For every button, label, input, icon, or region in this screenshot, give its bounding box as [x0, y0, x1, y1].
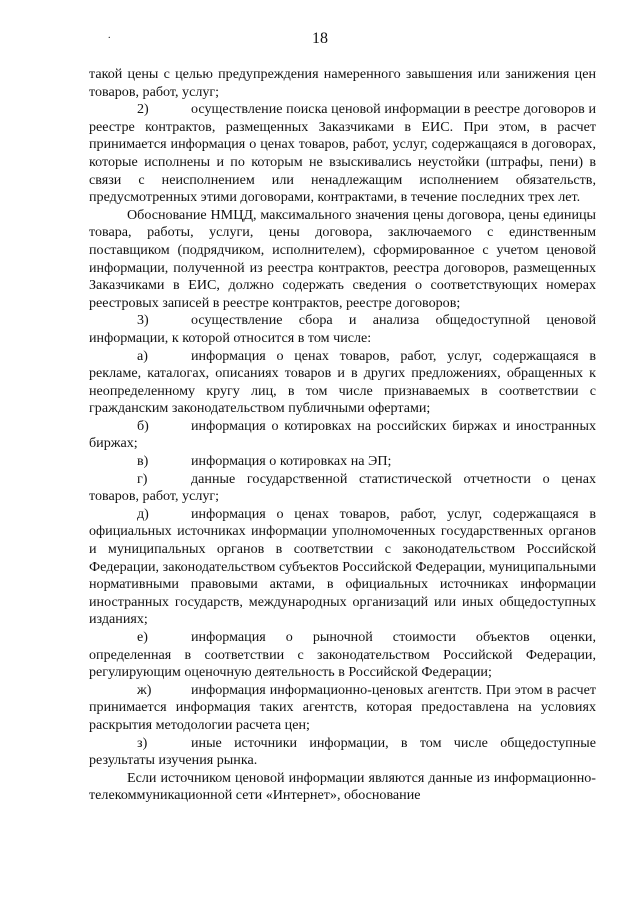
- list-item-text: информация о рыночной стоимости объектов оценки, определенная в соответствии с законодательством Российской Федерации, регулирующим оценочную деятельность в Российской Федерации;: [89, 629, 596, 681]
- list-item-zh: [89, 682, 596, 735]
- list-marker: е): [137, 629, 148, 645]
- list-marker: з): [137, 734, 148, 751]
- page-mark: .: [108, 30, 111, 41]
- list-item-text: информация о ценах товаров, работ, услуг, содержащаяся в рекламе, каталогах, описаниях товаров и в других предложениях, обращенных к неопределенному кругу лиц, в том числе признаваемых в соответствии с гражданским законодательством публичными офертами;: [89, 347, 596, 417]
- list-item-3: [89, 312, 596, 347]
- list-item-text: информация информационно-ценовых агентств. При этом в расчет принимается информация таких агентств, которая предоставлена на условиях раскрытия методологии расчета цен;: [89, 681, 596, 733]
- list-item-e: [89, 629, 596, 682]
- list-marker: 3): [137, 312, 149, 329]
- list-marker: ж): [137, 681, 152, 698]
- list-item-text: данные государственной статистической отчетности о ценах товаров, работ, услуг;: [89, 470, 596, 505]
- page-number: 18: [312, 30, 328, 47]
- list-item-v: [89, 453, 596, 471]
- list-item-d: [89, 506, 596, 629]
- list-item-g: [89, 471, 596, 506]
- list-item-text: информация о котировках на российских биржах и иностранных биржах;: [89, 417, 596, 452]
- paragraph-internet: Если источником ценовой информации являются данные из информационно-телекоммуникационной сети «Интернет», обоснование: [89, 769, 596, 804]
- document-body: [89, 66, 596, 805]
- paragraph-nmcd: Обоснование НМЦД, максимального значения цены договора, цены единицы товара, работы, услуги, цены договора, заключаемого с единственным поставщиком (подрядчиком, исполнителем), сформированное с учетом ценовой информации, полученной из реестра контрактов, реестра договоров, размещенных Заказчиками в ЕИС, должно содержать сведения о соответствующих номерах реестровых записей в реестре контрактов, реестре договоров;: [89, 206, 596, 311]
- list-marker: б): [137, 417, 149, 434]
- list-marker: 2): [137, 101, 149, 118]
- list-item-text: иные источники информации, в том числе общедоступные результаты изучения рынка.: [89, 734, 596, 769]
- list-marker: г): [137, 470, 148, 487]
- list-item-a: [89, 348, 596, 418]
- paragraph-continuation: такой цены с целью предупреждения намеренного завышения или занижения цен товаров, работ, услуг;: [89, 66, 596, 100]
- list-item-text: информация о ценах товаров, работ, услуг, содержащаяся в официальных источниках информации уполномоченных государственных органов и муниципальных органов в соответствии с законодательством Российской Федерации, законодательством субъектов Российской Федерации, муниципальными нормативными правовыми актами, в официальных источниках информации иностранных государств, международных организаций или иных общедоступных изданиях;: [89, 505, 596, 628]
- list-item-b: [89, 418, 596, 453]
- list-item-z: [89, 735, 596, 770]
- list-item-text: осуществление поиска ценовой информации в реестре договоров и реестре контрактов, размещенных Заказчиками в ЕИС. При этом, в расчет принимается информация о ценах товаров, работ, услуг, содержащаяся в договорах, которые исполнены и по которым не взыскивались неустойки (штрафы, пени) в связи с неисполнением или ненадлежащим исполнением обязательств, предусмотренных этими договорами, контрактами, в течение последних трех лет.: [89, 101, 596, 206]
- list-item-text: осуществление сбора и анализа общедоступной ценовой информации, к которой относится в том числе:: [89, 312, 596, 346]
- list-item-2: [89, 101, 596, 207]
- list-marker: а): [137, 347, 148, 364]
- list-marker: д): [137, 505, 149, 522]
- list-marker: в): [137, 453, 149, 470]
- list-item-text: информация о котировках на ЭП;: [191, 453, 392, 470]
